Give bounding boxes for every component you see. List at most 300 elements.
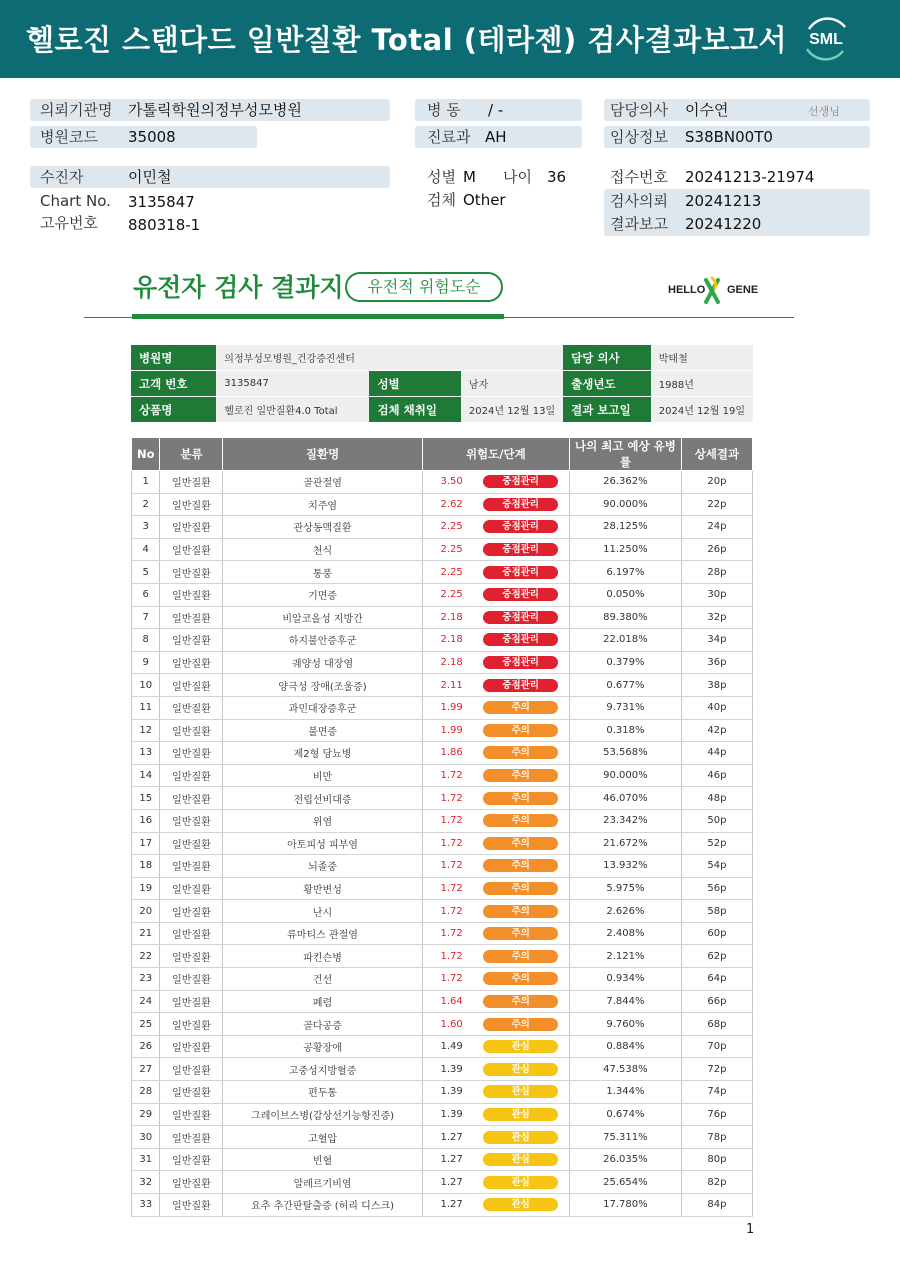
row-category-text: 일반질환	[172, 794, 211, 806]
info-value: 2024년 12월 19일	[651, 397, 753, 423]
row-no	[132, 561, 160, 584]
table-row	[132, 900, 753, 923]
row-prevalence	[570, 1058, 682, 1081]
row-risk-badge-text: 주의	[483, 814, 558, 827]
row-risk-score-text: 2.18	[440, 611, 463, 623]
row-no	[132, 1013, 160, 1036]
row-risk-score	[422, 787, 483, 810]
row-risk-score	[422, 1103, 483, 1126]
row-category-text: 일반질환	[172, 1043, 211, 1055]
row-risk-badge-text: 중점관리	[483, 679, 558, 692]
row-prevalence	[570, 1035, 682, 1058]
row-disease-text: 통풍	[312, 568, 333, 580]
row-risk-score-text: 2.11	[440, 679, 463, 691]
row-risk-score-text: 1.39	[440, 1108, 463, 1120]
row-detail-page-text: 48p	[707, 792, 727, 804]
row-no-text: 12	[139, 724, 153, 736]
row-prevalence	[570, 516, 682, 539]
row-risk-score	[422, 742, 483, 765]
row-risk-score	[422, 538, 483, 561]
row-category	[160, 516, 223, 539]
row-risk-score-text: 1.86	[440, 747, 463, 759]
row-risk-score-text: 1.39	[440, 1063, 463, 1075]
row-category-text: 일반질환	[172, 975, 211, 987]
row-detail-page	[681, 922, 752, 945]
row-detail-page	[681, 1035, 752, 1058]
row-no	[132, 471, 160, 494]
row-disease	[223, 968, 422, 991]
row-detail-page-text: 62p	[707, 950, 727, 962]
row-category	[160, 742, 223, 765]
row-category	[160, 538, 223, 561]
table-row	[132, 1058, 753, 1081]
row-category-text: 일반질환	[172, 1020, 211, 1032]
row-category	[160, 945, 223, 968]
row-risk-score-text: 1.72	[440, 815, 463, 827]
row-risk-score	[422, 832, 483, 855]
row-detail-page	[681, 1013, 752, 1036]
row-category-text: 일반질환	[172, 997, 211, 1009]
row-detail-page	[681, 900, 752, 923]
chart-value: 3135847	[128, 193, 195, 211]
row-detail-page	[681, 1171, 752, 1194]
patient-label: 수진자	[40, 168, 84, 186]
row-risk-badge	[483, 516, 569, 539]
row-no-text: 3	[142, 521, 149, 533]
row-risk-badge-text: 주의	[483, 950, 558, 963]
row-no	[132, 742, 160, 765]
table-row	[132, 877, 753, 900]
row-detail-page	[681, 1148, 752, 1171]
row-risk-score	[422, 471, 483, 494]
row-detail-page	[681, 855, 752, 878]
row-prevalence-text: 9.731%	[606, 702, 645, 714]
row-detail-page-text: 78p	[707, 1131, 727, 1143]
row-prevalence-text: 17.780%	[603, 1199, 648, 1211]
row-risk-score	[422, 674, 483, 697]
row-no-text: 25	[139, 1018, 153, 1030]
col-header-detail: 상세결과	[681, 438, 752, 471]
table-row	[132, 832, 753, 855]
row-no	[132, 674, 160, 697]
row-category	[160, 900, 223, 923]
row-detail-page	[681, 561, 752, 584]
row-no-text: 20	[139, 905, 153, 917]
row-no	[132, 1194, 160, 1217]
row-no	[132, 877, 160, 900]
row-category-text: 일반질환	[172, 659, 211, 671]
row-disease-text: 고혈압	[308, 1133, 338, 1145]
patient-value: 이민철	[128, 168, 172, 186]
row-risk-badge-text: 주의	[483, 995, 558, 1008]
info-row	[131, 345, 753, 371]
row-risk-badge-text: 주의	[483, 746, 558, 759]
row-risk-score-text: 1.72	[440, 770, 463, 782]
row-no	[132, 629, 160, 652]
row-prevalence	[570, 629, 682, 652]
report-label: 결과보고	[610, 215, 668, 233]
row-category-text: 일반질환	[172, 862, 211, 874]
info-value: 의정부성모병원_건강증진센터	[216, 345, 563, 371]
row-prevalence	[570, 1013, 682, 1036]
row-detail-page	[681, 516, 752, 539]
row-risk-badge-text: 주의	[483, 927, 558, 940]
row-detail-page	[681, 877, 752, 900]
row-category-text: 일반질환	[172, 546, 211, 558]
age-value: 36	[547, 168, 567, 186]
row-category	[160, 809, 223, 832]
table-row	[132, 1103, 753, 1126]
row-detail-page	[681, 809, 752, 832]
row-disease	[223, 742, 422, 765]
row-category-text: 일반질환	[172, 772, 211, 784]
row-detail-page-text: 58p	[707, 905, 727, 917]
row-category-text: 일반질환	[172, 930, 211, 942]
row-prevalence-text: 0.934%	[606, 973, 645, 985]
row-prevalence-text: 0.050%	[606, 589, 645, 601]
row-disease-text: 파킨슨병	[303, 952, 342, 964]
info-label: 출생년도	[563, 371, 651, 397]
row-disease-text: 류마티스 관절염	[287, 930, 358, 942]
row-no	[132, 516, 160, 539]
row-disease-text: 과민대장증후군	[288, 704, 357, 716]
row-category	[160, 968, 223, 991]
row-risk-badge	[483, 787, 569, 810]
row-disease	[223, 561, 422, 584]
row-no-text: 4	[142, 544, 149, 556]
row-no	[132, 990, 160, 1013]
row-disease-text: 불면증	[308, 726, 338, 738]
row-detail-page-text: 76p	[707, 1108, 727, 1120]
row-risk-score	[422, 877, 483, 900]
row-category	[160, 606, 223, 629]
row-no-text: 8	[142, 634, 149, 646]
row-no	[132, 1103, 160, 1126]
row-category-text: 일반질환	[172, 613, 211, 625]
row-prevalence	[570, 900, 682, 923]
row-risk-score	[422, 1126, 483, 1149]
row-risk-badge-text: 중점관리	[483, 475, 558, 488]
row-risk-badge-text: 주의	[483, 972, 558, 985]
row-disease	[223, 1171, 422, 1194]
row-detail-page	[681, 968, 752, 991]
row-detail-page-text: 36p	[707, 657, 727, 669]
row-no-text: 33	[139, 1199, 153, 1211]
row-risk-score	[422, 1081, 483, 1104]
doctor-label: 담당의사	[610, 101, 668, 119]
row-risk-score-text: 2.25	[440, 521, 463, 533]
info-label: 고객 번호	[131, 371, 216, 397]
row-no	[132, 787, 160, 810]
info-value: 3135847	[216, 371, 369, 397]
row-risk-badge	[483, 1081, 569, 1104]
col-header-disease: 질환명	[223, 438, 422, 471]
info-label: 검체 채취일	[369, 397, 460, 423]
table-row	[132, 1081, 753, 1104]
receipt-label: 접수번호	[610, 168, 668, 186]
row-risk-score-text: 1.72	[440, 928, 463, 940]
row-category-text: 일반질환	[172, 681, 211, 693]
row-category	[160, 1103, 223, 1126]
row-no	[132, 900, 160, 923]
row-prevalence	[570, 968, 682, 991]
row-disease	[223, 922, 422, 945]
age-label: 나이	[503, 168, 532, 186]
row-risk-score-text: 2.18	[440, 634, 463, 646]
info-label: 성별	[369, 371, 460, 397]
info-value: 2024년 12월 13일	[461, 397, 563, 423]
row-disease	[223, 583, 422, 606]
row-risk-badge-text: 주의	[483, 792, 558, 805]
row-risk-score-text: 1.72	[440, 950, 463, 962]
row-risk-badge-text: 주의	[483, 882, 558, 895]
row-prevalence-text: 46.070%	[603, 792, 648, 804]
row-no-text: 15	[139, 792, 153, 804]
row-risk-badge	[483, 651, 569, 674]
row-risk-badge-text: 중점관리	[483, 543, 558, 556]
row-disease	[223, 1126, 422, 1149]
row-category-text: 일반질환	[172, 1065, 211, 1077]
row-detail-page	[681, 1081, 752, 1104]
row-prevalence	[570, 1081, 682, 1104]
row-risk-score-text: 2.25	[440, 589, 463, 601]
row-risk-score	[422, 855, 483, 878]
row-no-text: 30	[139, 1131, 153, 1143]
row-disease	[223, 945, 422, 968]
row-category	[160, 583, 223, 606]
row-disease	[223, 1148, 422, 1171]
row-disease-text: 양극성 장애(조울증)	[278, 681, 367, 693]
row-risk-score-text: 2.62	[440, 498, 463, 510]
row-risk-score	[422, 900, 483, 923]
row-no-text: 18	[139, 860, 153, 872]
row-detail-page-text: 26p	[707, 544, 727, 556]
row-no-text: 7	[142, 611, 149, 623]
row-risk-badge	[483, 1103, 569, 1126]
row-detail-page-text: 70p	[707, 1041, 727, 1053]
specimen-value: Other	[463, 191, 506, 209]
section-pill: 유전적 위험도순	[345, 272, 503, 302]
row-category	[160, 877, 223, 900]
row-disease-text: 비만	[312, 772, 333, 784]
row-detail-page	[681, 1058, 752, 1081]
row-no	[132, 719, 160, 742]
row-risk-score-text: 2.25	[440, 566, 463, 578]
row-risk-badge-text: 주의	[483, 837, 558, 850]
row-no	[132, 651, 160, 674]
row-disease	[223, 674, 422, 697]
row-category-text: 일반질환	[172, 568, 211, 580]
row-disease	[223, 1058, 422, 1081]
dept-label: 진료과	[427, 128, 471, 146]
row-disease	[223, 877, 422, 900]
row-disease	[223, 606, 422, 629]
row-risk-score	[422, 922, 483, 945]
row-risk-score-text: 2.25	[440, 544, 463, 556]
row-risk-score	[422, 1058, 483, 1081]
row-prevalence-text: 0.318%	[606, 724, 645, 736]
row-no-text: 16	[139, 815, 153, 827]
row-no-text: 17	[139, 837, 153, 849]
row-prevalence-text: 23.342%	[603, 815, 648, 827]
row-category-text: 일반질환	[172, 704, 211, 716]
row-prevalence	[570, 787, 682, 810]
row-category-text: 일반질환	[172, 500, 211, 512]
row-risk-badge	[483, 945, 569, 968]
row-risk-score-text: 1.99	[440, 724, 463, 736]
row-detail-page-text: 38p	[707, 679, 727, 691]
row-no-text: 13	[139, 747, 153, 759]
row-disease	[223, 516, 422, 539]
row-risk-score-text: 2.18	[440, 657, 463, 669]
row-category	[160, 990, 223, 1013]
row-no-text: 21	[139, 928, 153, 940]
row-disease-text: 폐렴	[312, 997, 333, 1009]
row-risk-score	[422, 696, 483, 719]
row-disease	[223, 471, 422, 494]
request-label: 검사의뢰	[610, 192, 668, 210]
row-disease-text: 편두통	[308, 1088, 338, 1100]
row-category-text: 일반질환	[172, 749, 211, 761]
table-row	[132, 1171, 753, 1194]
row-risk-badge	[483, 968, 569, 991]
row-detail-page	[681, 651, 752, 674]
info-label: 담당 의사	[563, 345, 651, 371]
row-no	[132, 1126, 160, 1149]
row-risk-badge	[483, 1126, 569, 1149]
row-detail-page	[681, 629, 752, 652]
row-risk-score-text: 1.72	[440, 905, 463, 917]
table-row	[132, 1126, 753, 1149]
table-row	[132, 561, 753, 584]
row-category	[160, 764, 223, 787]
institution-value: 가톨릭학원의정부성모병원	[128, 101, 302, 119]
row-prevalence	[570, 832, 682, 855]
row-detail-page	[681, 606, 752, 629]
institution-label: 의뢰기관명	[40, 101, 113, 119]
row-prevalence-text: 26.362%	[603, 476, 648, 488]
row-disease	[223, 787, 422, 810]
row-risk-score-text: 1.39	[440, 1086, 463, 1098]
table-row	[132, 629, 753, 652]
row-risk-badge	[483, 832, 569, 855]
row-category	[160, 674, 223, 697]
patient-pill	[30, 166, 390, 188]
row-risk-score-text: 1.49	[440, 1041, 463, 1053]
row-category-text: 일반질환	[172, 478, 211, 490]
row-risk-badge-text: 중점관리	[483, 520, 558, 533]
row-risk-badge	[483, 696, 569, 719]
row-prevalence-text: 89.380%	[603, 611, 648, 623]
col-header-prevalence: 나의 최고 예상 유병률	[570, 438, 682, 471]
specimen-label: 검체	[427, 191, 456, 209]
row-prevalence	[570, 1148, 682, 1171]
info-value: 1988년	[651, 371, 753, 397]
row-risk-badge	[483, 629, 569, 652]
customer-info-table	[131, 345, 753, 423]
row-risk-badge-text: 주의	[483, 859, 558, 872]
row-risk-badge	[483, 1194, 569, 1217]
row-risk-badge-text: 관심	[483, 1131, 558, 1144]
row-prevalence-text: 11.250%	[603, 544, 648, 556]
row-no-text: 26	[139, 1041, 153, 1053]
doctor-value: 이수연	[685, 101, 729, 119]
row-risk-badge-text: 중점관리	[483, 656, 558, 669]
row-category	[160, 1035, 223, 1058]
table-row	[132, 1035, 753, 1058]
row-detail-page	[681, 990, 752, 1013]
row-disease	[223, 629, 422, 652]
row-prevalence-text: 2.626%	[606, 905, 645, 917]
row-prevalence-text: 0.884%	[606, 1041, 645, 1053]
row-risk-score-text: 1.64	[440, 995, 463, 1007]
table-row	[132, 1194, 753, 1217]
row-detail-page	[681, 945, 752, 968]
row-prevalence	[570, 945, 682, 968]
row-risk-badge	[483, 855, 569, 878]
row-no	[132, 1081, 160, 1104]
section-title: 유전자 검사 결과지	[133, 273, 344, 302]
row-risk-badge-text: 주의	[483, 905, 558, 918]
row-disease	[223, 900, 422, 923]
row-risk-score	[422, 629, 483, 652]
row-category	[160, 1058, 223, 1081]
row-detail-page	[681, 493, 752, 516]
row-risk-badge-text: 중점관리	[483, 611, 558, 624]
row-risk-score	[422, 583, 483, 606]
row-no	[132, 606, 160, 629]
row-prevalence-text: 90.000%	[603, 498, 648, 510]
row-category-text: 일반질환	[172, 523, 211, 535]
receipt-value: 20241213-21974	[685, 168, 815, 186]
row-risk-badge-text: 주의	[483, 769, 558, 782]
row-risk-score	[422, 651, 483, 674]
table-row	[132, 764, 753, 787]
row-detail-page	[681, 538, 752, 561]
row-risk-score-text: 1.72	[440, 973, 463, 985]
code-label: 병원코드	[40, 128, 98, 146]
row-no	[132, 583, 160, 606]
row-detail-page	[681, 719, 752, 742]
row-category	[160, 922, 223, 945]
row-detail-page	[681, 1126, 752, 1149]
row-risk-badge-text: 주의	[483, 724, 558, 737]
row-prevalence-text: 0.674%	[606, 1108, 645, 1120]
row-disease-text: 천식	[312, 546, 333, 558]
row-no-text: 23	[139, 973, 153, 985]
row-category-text: 일반질환	[172, 884, 211, 896]
col-header-category: 분류	[160, 438, 223, 471]
row-prevalence	[570, 719, 682, 742]
table-row	[132, 787, 753, 810]
row-prevalence-text: 75.311%	[603, 1131, 648, 1143]
row-detail-page-text: 22p	[707, 498, 727, 510]
row-no	[132, 1058, 160, 1081]
row-risk-badge	[483, 1171, 569, 1194]
row-detail-page	[681, 832, 752, 855]
row-risk-badge-text: 중점관리	[483, 588, 558, 601]
row-disease-text: 골관절염	[303, 478, 342, 490]
row-category	[160, 493, 223, 516]
results-table	[131, 437, 753, 1217]
row-risk-badge	[483, 742, 569, 765]
table-row	[132, 945, 753, 968]
row-risk-score	[422, 968, 483, 991]
row-category-text: 일반질환	[172, 636, 211, 648]
row-prevalence-text: 47.538%	[603, 1063, 648, 1075]
row-risk-badge-text: 중점관리	[483, 633, 558, 646]
row-disease-text: 고중성지방혈증	[288, 1065, 357, 1077]
